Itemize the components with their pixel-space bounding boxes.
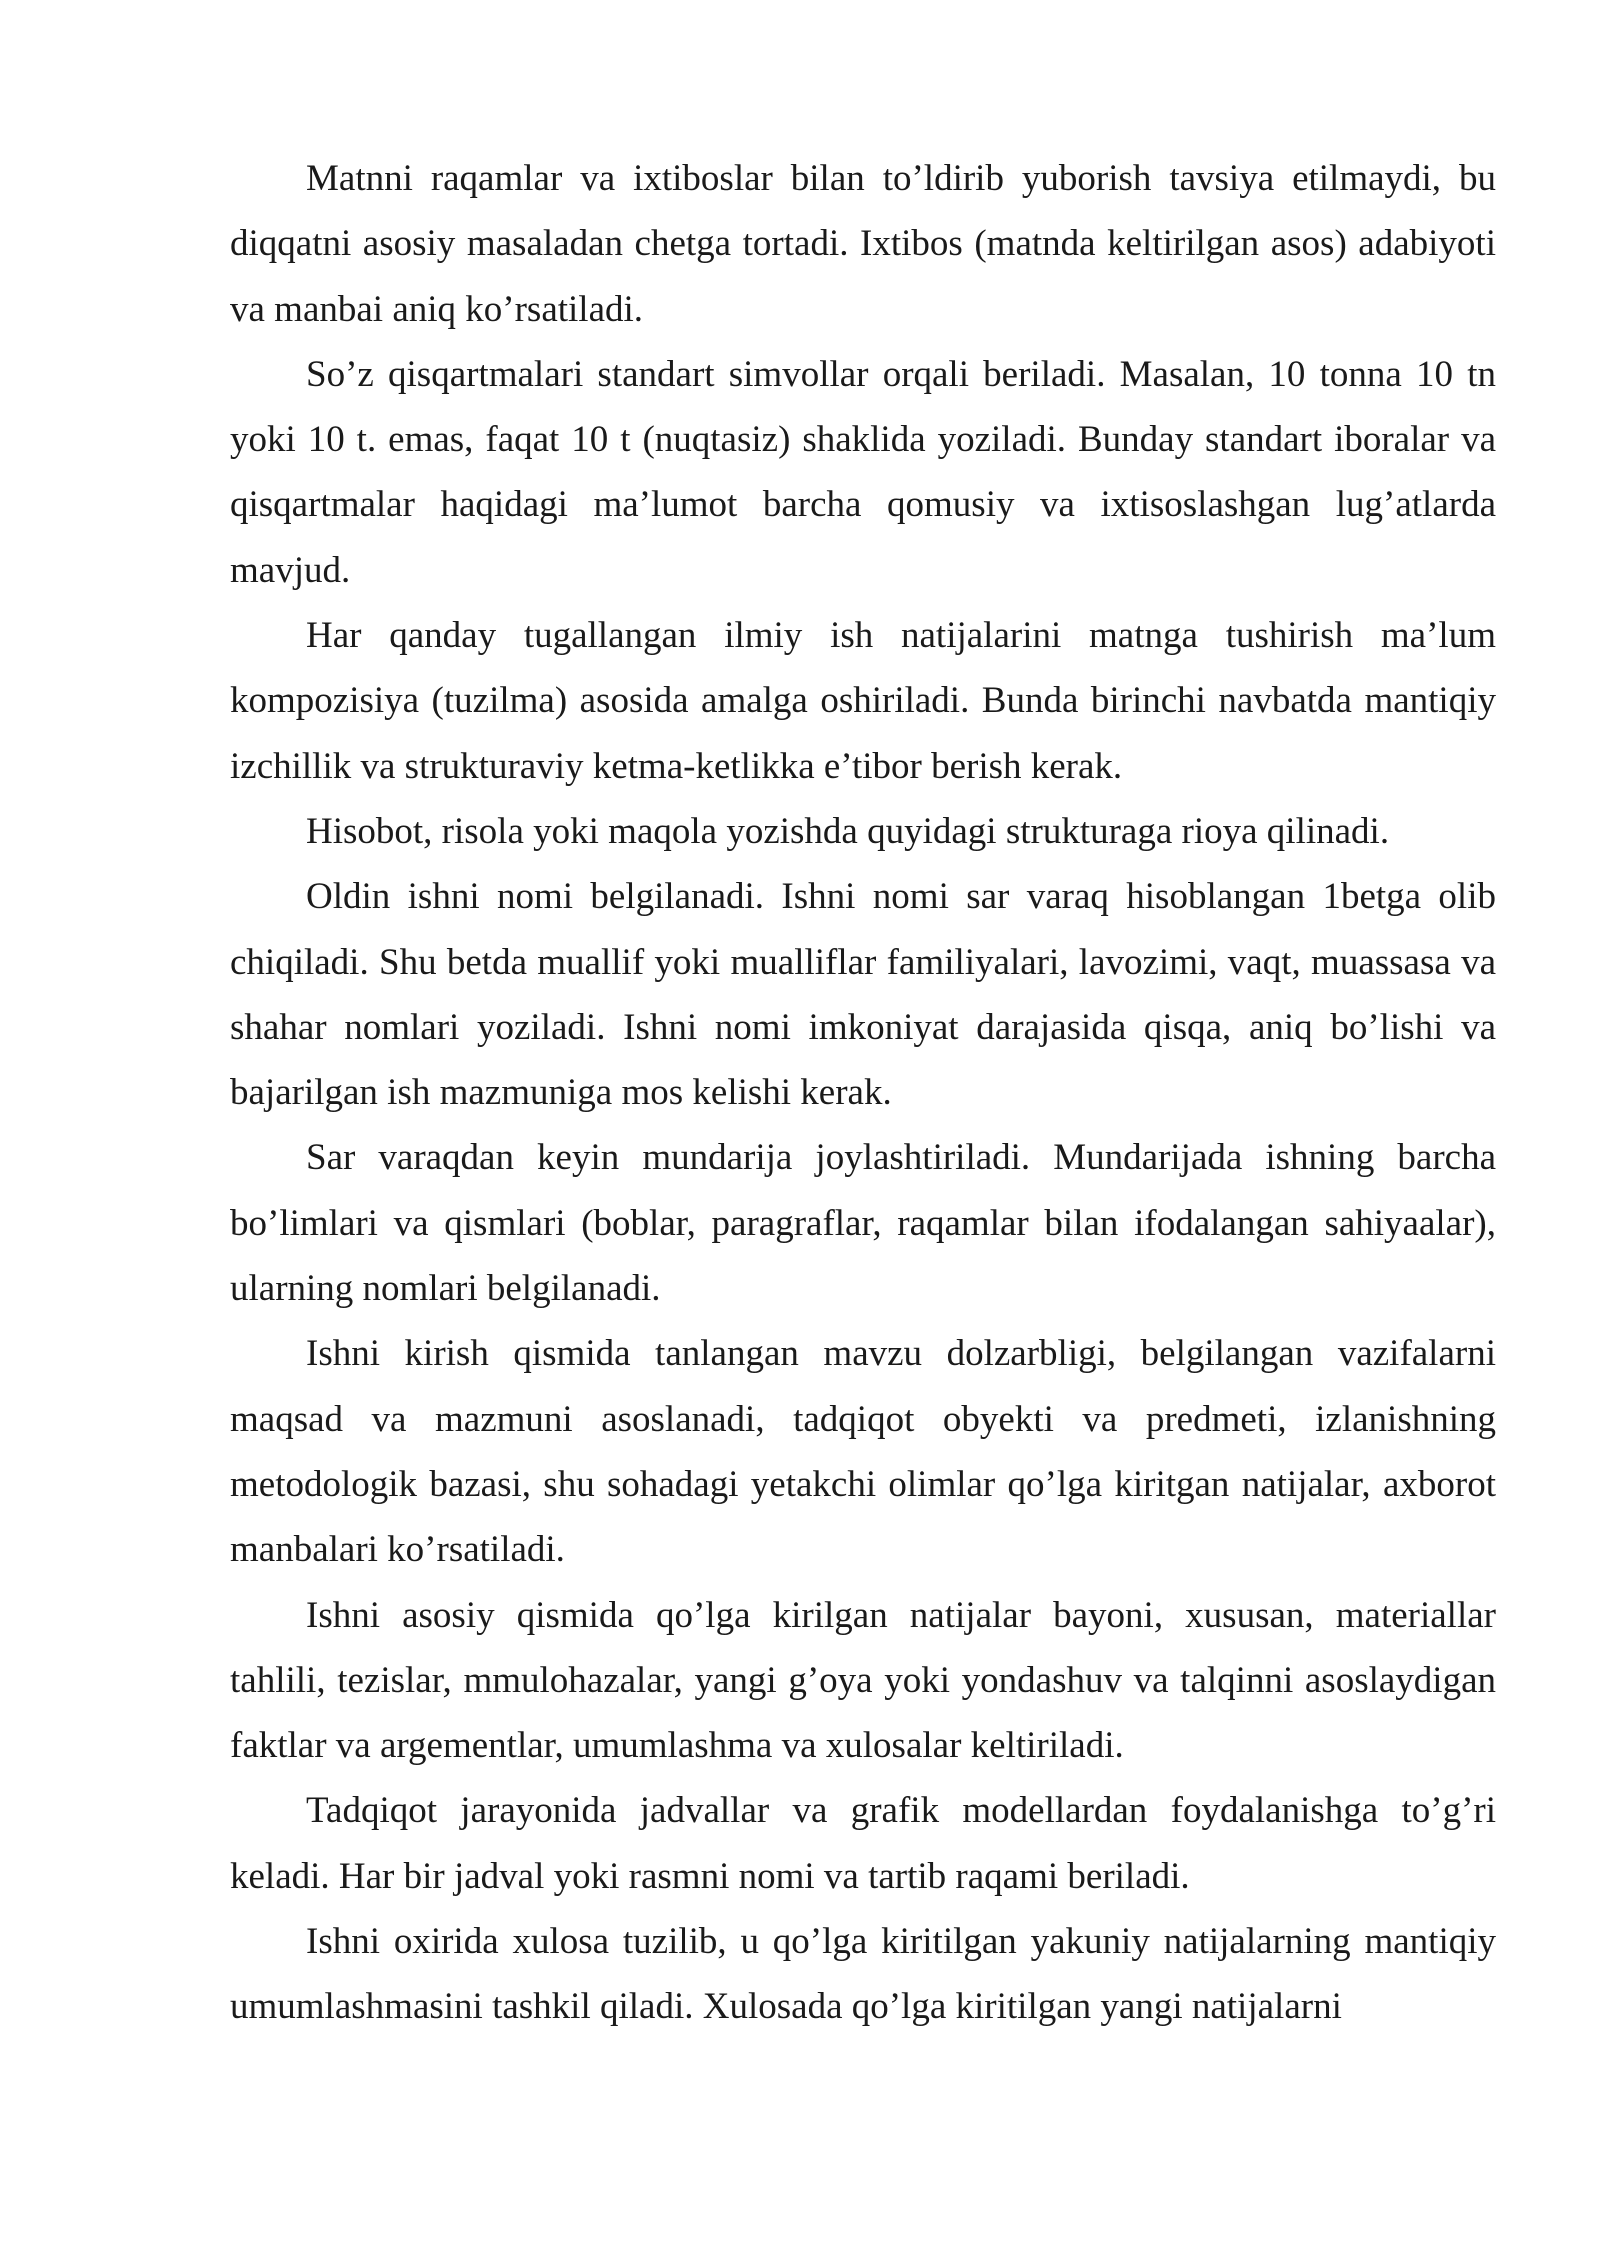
paragraph-2: So’z qisqartmalari standart simvollar orqali beriladi. Masalan, 10 tonna 10 tn yoki 10 t. emas, faqat 10 t (nuqtasiz) shaklida yoziladi. Bunday standart iboralar va qisqartmalar haqidagi ma’lumot barcha qomusiy va ixtisoslashgan lug’atlarda mavjud. — [230, 353, 1496, 591]
document-body — [230, 146, 1496, 2040]
paragraph-6: Sar varaqdan keyin mundarija joylashtiriladi. Mundarijada ishning barcha bo’limlari va qismlari (boblar, paragraflar, raqamlar bilan ifodalangan sahiyaalar), ularning nomlari belgilanadi. — [230, 1137, 1496, 1310]
paragraph-4: Hisobot, risola yoki maqola yozishda quyidagi strukturaga rioya qilinadi. — [306, 810, 1390, 852]
paragraph-3: Har qanday tugallangan ilmiy ish natijalarini matnga tushirish ma’lum kompozisiya (tuzilma) asosida amalga oshiriladi. Bunda birinchi navbatda mantiqiy izchillik va strukturaviy ketma-ketlikka e’tibor berish kerak. — [230, 615, 1496, 787]
paragraph-7: Ishni kirish qismida tanlangan mavzu dolzarbligi, belgilangan vazifalarni maqsad va mazmuni asoslanadi, tadqiqot obyekti va predmeti, izlanishning metodologik bazasi, shu sohadagi yetakchi olimlar qo’lga kiritgan natijalar, axborot manbalari ko’rsatiladi. — [230, 1333, 1496, 1571]
paragraph-9: Tadqiqot jarayonida jadvallar va grafik modellardan foydalanishga to’g’ri keladi. Har bir jadval yoki rasmni nomi va tartib raqami beriladi. — [230, 1790, 1496, 1897]
paragraph-5: Oldin ishni nomi belgilanadi. Ishni nomi sar varaq hisoblangan 1betga olib chiqiladi. Shu betda muallif yoki mualliflar familiyalari, lavozimi, vaqt, muassasa va shahar nomlari yoziladi. Ishni nomi imkoniyat darajasida qisqa, aniq bo’lishi va bajarilgan ish mazmuniga mos kelishi kerak. — [230, 876, 1496, 1114]
paragraph-10: Ishni oxirida xulosa tuzilib, u qo’lga kiritilgan yakuniy natijalarning mantiqiy umumlashmasini tashkil qiladi. Xulosada qo’lga kiritilgan yangi natijalarni — [230, 1921, 1496, 2028]
paragraph-1: Matnni raqamlar va ixtiboslar bilan to’ldirib yuborish tavsiya etilmaydi, bu diqqatni asosiy masaladan chetga tortadi. Ixtibos (matnda keltirilgan asos) adabiyoti va manbai aniq ko’rsatiladi. — [230, 158, 1496, 330]
paragraph-8: Ishni asosiy qismida qo’lga kirilgan natijalar bayoni, xususan, materiallar tahlili, tezislar, mmulohazalar, yangi g’oya yoki yondashuv va talqinni asoslaydigan faktlar va argementlar, umumlashma va xulosalar keltiriladi. — [230, 1594, 1496, 1767]
